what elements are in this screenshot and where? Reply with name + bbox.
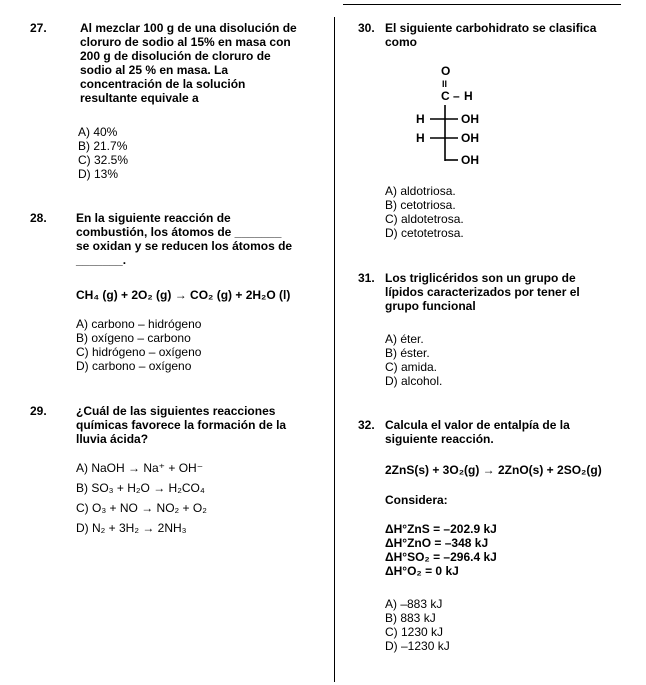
question-text: Al mezclar 100 g de una disolución de cloruro de sodio al 15% en masa con 200 g de disolución de cloruro de sodio al 25 % en masa. La concentración de la solución resultante equivale a — [80, 21, 297, 105]
enthalpy-line: ΔH°SO₂ = –296.4 kJ — [385, 550, 497, 564]
answer-options — [76, 317, 201, 373]
option-b[interactable]: B) cetotriosa. — [385, 198, 456, 212]
hydrogen-atom: H — [416, 112, 425, 126]
option-a[interactable]: A) –883 kJ — [385, 597, 443, 611]
option-c[interactable]: C) amida. — [385, 360, 438, 374]
answer-options — [385, 332, 442, 388]
option-d[interactable]: D) carbono – oxígeno — [76, 359, 192, 373]
option-a[interactable]: A) 40% — [78, 125, 118, 139]
bond-dash: – — [453, 89, 460, 103]
question-text: El siguiente carbohidrato se clasifica como — [385, 21, 597, 49]
oxygen-atom: O — [441, 64, 451, 78]
enthalpy-line: ΔH°ZnO = –348 kJ — [385, 536, 489, 550]
question-number: 32. — [358, 418, 375, 432]
considera-label: Considera: — [385, 493, 448, 507]
header-rule — [343, 4, 621, 5]
option-a[interactable]: A) éter. — [385, 332, 424, 346]
option-d[interactable]: D) N₂ + 3H₂ → 2NH₃ — [76, 521, 187, 535]
option-a[interactable]: A) NaOH → Na⁺ + OH⁻ — [76, 461, 204, 475]
option-b[interactable]: B) 21.7% — [78, 139, 128, 153]
double-bond: II — [442, 79, 448, 89]
option-c[interactable]: C) O₃ + NO → NO₂ + O₂ — [76, 501, 207, 515]
option-c[interactable]: C) 32.5% — [78, 153, 129, 167]
answer-options — [385, 597, 450, 653]
question-number: 28. — [30, 211, 47, 225]
question-number: 27. — [30, 21, 47, 35]
option-c[interactable]: C) aldotetrosa. — [385, 212, 464, 226]
answer-options — [76, 461, 207, 541]
carbohydrate-structure — [412, 63, 492, 171]
hydroxyl-group: OH — [461, 112, 479, 126]
enthalpy-data — [385, 522, 497, 578]
option-d[interactable]: D) –1230 kJ — [385, 639, 450, 653]
column-divider — [334, 17, 335, 682]
reaction-equation: CH₄ (g) + 2O₂ (g) → CO₂ (g) + 2H₂O (l) — [76, 288, 291, 302]
answer-options — [78, 125, 128, 181]
option-d[interactable]: D) alcohol. — [385, 374, 443, 388]
hydrogen-atom: H — [416, 131, 425, 145]
option-b[interactable]: B) oxígeno – carbono — [76, 331, 191, 345]
option-c[interactable]: C) hidrógeno – oxígeno — [76, 345, 202, 359]
option-a[interactable]: A) aldotriosa. — [385, 184, 456, 198]
enthalpy-line: ΔH°O₂ = 0 kJ — [385, 564, 459, 578]
hydroxyl-group: OH — [461, 131, 479, 145]
option-d[interactable]: D) 13% — [78, 167, 119, 181]
option-d[interactable]: D) cetotetrosa. — [385, 226, 464, 240]
enthalpy-line: ΔH°ZnS = –202.9 kJ — [385, 522, 497, 536]
hydroxyl-group: OH — [461, 153, 479, 167]
hydrogen-atom: H — [464, 89, 473, 103]
question-number: 29. — [30, 404, 47, 418]
question-text: Los triglicéridos son un grupo de lípidos caracterizados por tener el grupo funcional — [385, 271, 580, 313]
option-b[interactable]: B) SO₃ + H₂O → H₂CO₄ — [76, 481, 205, 495]
question-text: Calcula el valor de entalpía de la siguiente reacción. — [385, 418, 570, 446]
option-b[interactable]: B) 883 kJ — [385, 611, 436, 625]
question-number: 31. — [358, 271, 375, 285]
question-number: 30. — [358, 21, 375, 35]
question-text: En la siguiente reacción de combustión, los átomos de _______ se oxidan y se reducen los átomos de _______. — [76, 211, 293, 267]
option-c[interactable]: C) 1230 kJ — [385, 625, 444, 639]
option-a[interactable]: A) carbono – hidrógeno — [76, 317, 202, 331]
carbon-atom: C — [441, 89, 450, 103]
question-text: ¿Cuál de las siguientes reacciones químicas favorece la formación de la lluvia ácida? — [76, 404, 287, 446]
answer-options-30 — [385, 184, 464, 240]
option-b[interactable]: B) éster. — [385, 346, 430, 360]
reaction-equation: 2ZnS(s) + 3O₂(g) → 2ZnO(s) + 2SO₂(g) — [385, 463, 602, 477]
